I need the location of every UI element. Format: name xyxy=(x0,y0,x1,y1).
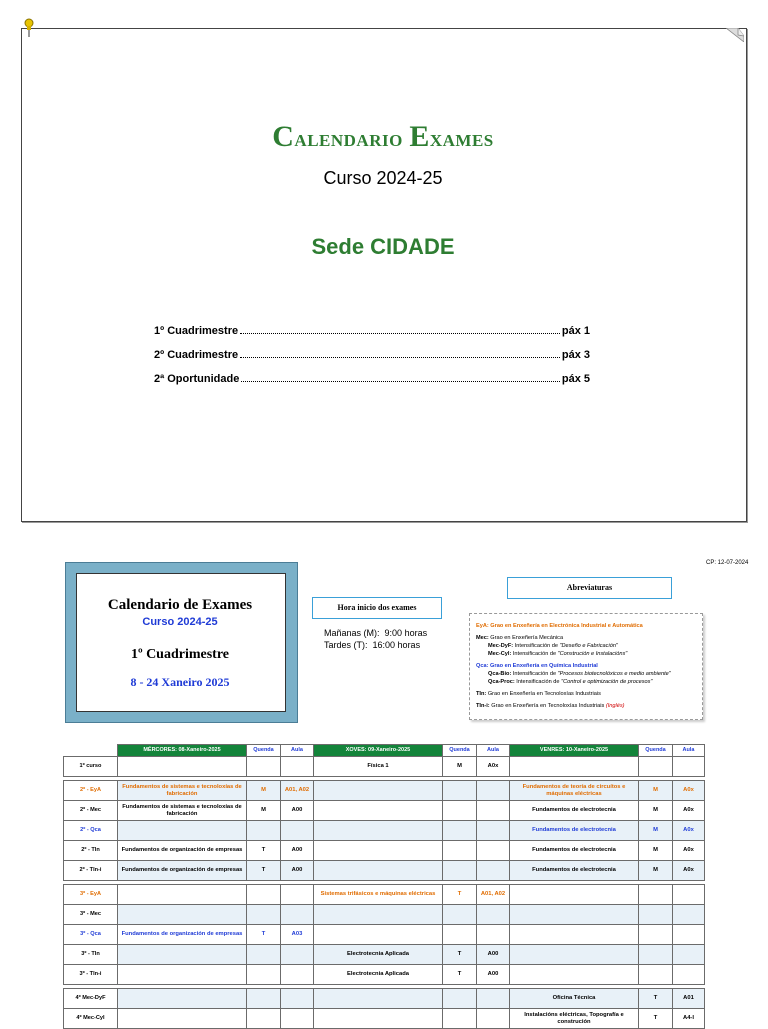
subject-cell xyxy=(118,905,247,925)
cover-sede: Sede CIDADE xyxy=(311,234,455,259)
subject-cell xyxy=(314,905,443,925)
table-row xyxy=(64,861,705,881)
subject-cell xyxy=(314,801,443,821)
aula-cell xyxy=(281,945,314,965)
quenda-cell: T xyxy=(247,841,281,861)
aula-cell: A00 xyxy=(477,965,510,985)
quenda-cell: M xyxy=(639,841,673,861)
subject-cell xyxy=(118,1009,247,1029)
subject-cell: Oficina Técnica xyxy=(510,989,639,1009)
aula-cell: A0x xyxy=(673,841,705,861)
info-card xyxy=(76,573,286,712)
quenda-cell xyxy=(247,989,281,1009)
aula-cell: A01, A02 xyxy=(477,885,510,905)
aula-cell: A0x xyxy=(673,821,705,841)
row-label: 4º Mec-CyI xyxy=(64,1009,118,1029)
aula-header: Aula xyxy=(281,745,314,757)
subject-cell xyxy=(118,989,247,1009)
quenda-cell: T xyxy=(639,1009,673,1029)
quenda-cell xyxy=(443,1009,477,1029)
subject-cell: Fundamentos de organización de empresas xyxy=(118,861,247,881)
aula-cell: A03 xyxy=(281,925,314,945)
subject-cell xyxy=(510,885,639,905)
quenda-cell xyxy=(443,925,477,945)
quenda-cell: T xyxy=(443,885,477,905)
toc-page: páx 3 xyxy=(561,349,590,361)
subject-cell xyxy=(118,821,247,841)
aula-cell xyxy=(673,925,705,945)
aula-cell: A4-I xyxy=(673,1009,705,1029)
hours-afternoon: Tardes (T): 16:00 horas xyxy=(324,640,421,650)
toc-item[interactable] xyxy=(154,343,590,361)
row-label: 2º - TIn xyxy=(64,841,118,861)
row-label: 3º - Mec xyxy=(64,905,118,925)
table-row xyxy=(64,781,705,801)
abbr-tin-i: TIn-i: Grao en Enxeñería en Tecnoloxías Industriais (Inglés) xyxy=(476,703,625,709)
table-row xyxy=(64,885,705,905)
aula-cell: A01, A02 xyxy=(281,781,314,801)
aula-cell xyxy=(477,925,510,945)
aula-cell: A0x xyxy=(673,781,705,801)
toc-leader xyxy=(241,381,560,382)
hours-morning: Mañanas (M): 9:00 horas xyxy=(324,628,428,638)
subject-cell: Fundamentos de organización de empresas xyxy=(118,925,247,945)
calendar-title: Calendario de Exames xyxy=(107,597,253,613)
quenda-cell xyxy=(443,781,477,801)
row-label: 1º curso xyxy=(64,757,118,777)
day-header: VENRES: 10-Xaneiro-2025 xyxy=(510,745,639,757)
subject-cell xyxy=(118,757,247,777)
quenda-cell xyxy=(247,905,281,925)
quenda-cell xyxy=(247,1009,281,1029)
header-blank xyxy=(64,745,118,757)
subject-cell: Fundamentos de organización de empresas xyxy=(118,841,247,861)
aula-cell: A00 xyxy=(477,945,510,965)
table-row xyxy=(64,965,705,985)
aula-cell xyxy=(477,841,510,861)
row-label: 2º - Mec xyxy=(64,801,118,821)
subject-cell: Fundamentos de electrotecnia xyxy=(510,821,639,841)
aula-header: Aula xyxy=(673,745,705,757)
subject-cell xyxy=(314,821,443,841)
quenda-cell: T xyxy=(639,989,673,1009)
quenda-cell xyxy=(443,841,477,861)
revision-stamp: CP: 12-07-2024 xyxy=(706,560,749,566)
table-header-row xyxy=(64,745,705,757)
table-row xyxy=(64,821,705,841)
quenda-cell: M xyxy=(443,757,477,777)
abbr-qca: Qca: Grao en Enxeñería en Química Industrial xyxy=(476,663,598,669)
quenda-cell: T xyxy=(247,861,281,881)
calendar-course: Curso 2024-25 xyxy=(142,616,218,628)
subject-cell xyxy=(314,989,443,1009)
abbr-mec-cyl: Mec-CyI: Intensificación de "Construción e Instalacións" xyxy=(488,651,628,657)
subject-cell xyxy=(510,757,639,777)
subject-cell xyxy=(510,945,639,965)
quenda-cell: M xyxy=(639,821,673,841)
cover-content xyxy=(21,28,745,520)
table-row xyxy=(64,989,705,1009)
row-label: 2º - TIn-i xyxy=(64,861,118,881)
quenda-cell: M xyxy=(639,801,673,821)
subject-cell xyxy=(118,885,247,905)
quenda-header: Quenda xyxy=(639,745,673,757)
row-label: 3º - EyA xyxy=(64,885,118,905)
toc-label: 2º Cuadrimestre xyxy=(154,349,239,361)
toc-leader xyxy=(240,357,560,358)
aula-cell xyxy=(281,757,314,777)
table-row xyxy=(64,841,705,861)
aula-cell xyxy=(673,965,705,985)
quenda-cell xyxy=(247,965,281,985)
subject-cell xyxy=(314,781,443,801)
subject-cell: Fundamentos de electrotecnia xyxy=(510,801,639,821)
subject-cell xyxy=(314,861,443,881)
subject-cell: Fundamentos de electrotecnia xyxy=(510,861,639,881)
subject-cell xyxy=(314,925,443,945)
aula-cell xyxy=(477,821,510,841)
aula-cell: A01 xyxy=(673,989,705,1009)
aula-cell xyxy=(281,989,314,1009)
table-row xyxy=(64,757,705,777)
cover-year: Curso 2024-25 xyxy=(323,168,443,188)
row-label: 3º - TIn xyxy=(64,945,118,965)
subject-cell: Fundamentos de sistemas e tecnoloxías de fabricación xyxy=(118,801,247,821)
aula-cell xyxy=(281,965,314,985)
abbr-qca-bio: Qca-Bio: Intensificación de "Procesos biotecnolóxicos e medio ambiente" xyxy=(488,671,671,677)
exam-schedule-table xyxy=(63,744,705,1029)
row-label: 2º - EyA xyxy=(64,781,118,801)
toc-label: 1º Cuadrimestre xyxy=(154,325,239,337)
schedule-body xyxy=(64,757,705,1029)
quenda-cell xyxy=(639,965,673,985)
aula-cell: A0x xyxy=(477,757,510,777)
subject-cell: Física 1 xyxy=(314,757,443,777)
toc-page: páx 5 xyxy=(561,373,590,385)
quenda-cell xyxy=(639,925,673,945)
quenda-cell: T xyxy=(247,925,281,945)
abbreviations-title: Abreviaturas xyxy=(507,577,672,599)
aula-cell xyxy=(673,757,705,777)
quenda-cell: M xyxy=(639,861,673,881)
row-label: 3º - TIn-i xyxy=(64,965,118,985)
abbr-mec-dyf: Mec-DyF: Intensificación de "Deseño e Fabricación" xyxy=(488,643,618,649)
abbr-qca-proc: Qca-Proc: Intensificación de "Control e optimización de procesos" xyxy=(488,679,653,685)
calendar-term: 1º Cuadrimestre xyxy=(130,647,230,662)
hours-title: Hora inicio dos exames xyxy=(312,597,442,619)
quenda-cell xyxy=(443,801,477,821)
quenda-cell: T xyxy=(443,965,477,985)
aula-cell xyxy=(281,885,314,905)
aula-header: Aula xyxy=(477,745,510,757)
aula-cell: A0x xyxy=(673,861,705,881)
subject-cell xyxy=(510,925,639,945)
subject-cell: Electrotecnia Aplicada xyxy=(314,945,443,965)
toc-leader xyxy=(240,333,560,334)
subject-cell xyxy=(314,841,443,861)
subject-cell: Sistemas trifásicos e máquinas eléctricas xyxy=(314,885,443,905)
quenda-cell xyxy=(639,945,673,965)
toc-item[interactable] xyxy=(154,367,590,385)
day-header: XOVES: 09-Xaneiro-2025 xyxy=(314,745,443,757)
quenda-cell xyxy=(247,945,281,965)
aula-cell xyxy=(477,801,510,821)
subject-cell: Electrotecnia Aplicada xyxy=(314,965,443,985)
aula-cell: A00 xyxy=(281,861,314,881)
aula-cell xyxy=(281,905,314,925)
aula-cell: A00 xyxy=(281,801,314,821)
abbreviations-panel xyxy=(469,613,703,720)
quenda-cell xyxy=(443,989,477,1009)
subject-cell: Instalacións eléctricas, Topografía e construción xyxy=(510,1009,639,1029)
aula-cell xyxy=(477,1009,510,1029)
quenda-cell xyxy=(639,757,673,777)
row-label: 4º Mec-DyF xyxy=(64,989,118,1009)
subject-cell xyxy=(510,965,639,985)
aula-cell xyxy=(477,905,510,925)
quenda-header: Quenda xyxy=(247,745,281,757)
aula-cell: A00 xyxy=(281,841,314,861)
quenda-cell: T xyxy=(443,945,477,965)
cover-title: Calendario Exames xyxy=(272,120,494,153)
quenda-cell xyxy=(639,905,673,925)
quenda-cell xyxy=(247,757,281,777)
subject-cell: Fundamentos de sistemas e tecnoloxías de fabricación xyxy=(118,781,247,801)
subject-cell: Fundamentos de teoría de circuítos e máquinas eléctricas xyxy=(510,781,639,801)
quenda-cell xyxy=(639,885,673,905)
toc-page: páx 1 xyxy=(561,325,590,337)
table-row xyxy=(64,925,705,945)
aula-cell xyxy=(477,781,510,801)
table-row xyxy=(64,945,705,965)
quenda-cell: M xyxy=(247,781,281,801)
subject-cell xyxy=(510,905,639,925)
aula-cell xyxy=(477,989,510,1009)
table-row xyxy=(64,1009,705,1029)
subject-cell xyxy=(314,1009,443,1029)
aula-cell xyxy=(673,945,705,965)
aula-cell xyxy=(673,905,705,925)
day-header: MÉRCORES: 08-Xaneiro-2025 xyxy=(118,745,247,757)
aula-cell: A0x xyxy=(673,801,705,821)
aula-cell xyxy=(281,821,314,841)
abbr-mec: Mec: Grao en Enxeñería Mecánica xyxy=(476,635,564,641)
subject-cell xyxy=(118,945,247,965)
abbr-eya: EyA: Grao en Enxeñería en Electrónica Industrial e Automática xyxy=(476,623,643,629)
quenda-cell xyxy=(247,821,281,841)
abbr-tin: TIn: Grao en Enxeñería en Tecnoloxías Industriais xyxy=(476,691,601,697)
toc-label: 2ª Oportunidade xyxy=(154,373,240,385)
quenda-cell xyxy=(443,905,477,925)
calendar-dates: 8 - 24 Xaneiro 2025 xyxy=(130,675,230,689)
table-row xyxy=(64,801,705,821)
quenda-cell: M xyxy=(639,781,673,801)
quenda-header: Quenda xyxy=(443,745,477,757)
subject-cell: Fundamentos de electrotecnia xyxy=(510,841,639,861)
subject-cell xyxy=(118,965,247,985)
toc-item[interactable] xyxy=(154,319,590,337)
quenda-cell xyxy=(247,885,281,905)
aula-cell xyxy=(673,885,705,905)
table-row xyxy=(64,905,705,925)
row-label: 3º - Qca xyxy=(64,925,118,945)
aula-cell xyxy=(477,861,510,881)
aula-cell xyxy=(281,1009,314,1029)
row-label: 2º - Qca xyxy=(64,821,118,841)
quenda-cell xyxy=(443,861,477,881)
quenda-cell: M xyxy=(247,801,281,821)
quenda-cell xyxy=(443,821,477,841)
